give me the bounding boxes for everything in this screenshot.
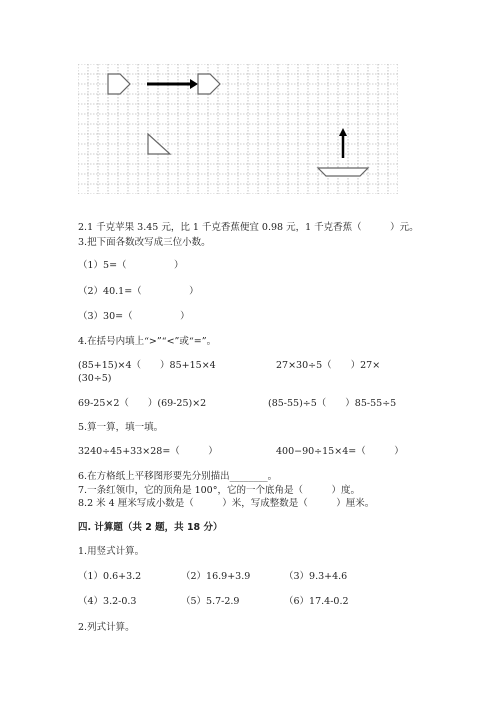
section-4-heading: 四. 计算题（共 2 题，共 18 分） bbox=[78, 522, 223, 533]
question-4-compare-2: 27×30÷5（ ）27× bbox=[276, 360, 381, 371]
calc-1-item-2: （2）16.9+3.9 bbox=[181, 571, 251, 582]
question-7-text: 7.一条红领巾，它的顶角是 100°，它的一个底角是（ ）度。 bbox=[78, 485, 360, 496]
question-4-compare-1: (85+15)×4（ ）85+15×4 bbox=[78, 360, 216, 371]
question-3-title: 3.把下面各数改写成三位小数。 bbox=[78, 237, 211, 248]
question-4-compare-2-continued: (30÷5) bbox=[78, 373, 112, 384]
question-4-compare-4: (85-55)÷5（ ）85-55÷5 bbox=[268, 398, 397, 409]
calc-2-title: 2.列式计算。 bbox=[78, 622, 135, 633]
calc-1-item-3: （3）9.3+4.6 bbox=[284, 571, 348, 582]
question-3-item-3: （3）30=（ ） bbox=[78, 311, 190, 322]
calc-1-item-1: （1）0.6+3.2 bbox=[78, 571, 142, 582]
question-3-item-2: （2）40.1=（ ） bbox=[78, 286, 199, 297]
question-5-item-2: 400−90÷15×4=（ ） bbox=[276, 446, 404, 457]
translation-arrow-up-head bbox=[339, 128, 347, 136]
calc-1-item-6: （6）17.4-0.2 bbox=[284, 596, 349, 607]
calc-1-item-5: （5）5.7-2.9 bbox=[181, 596, 240, 607]
calc-1-item-4: （4）3.2-0.3 bbox=[78, 596, 137, 607]
question-8-text: 8.2 米 4 厘米写成小数是（ ）米，写成整数是（ ）厘米。 bbox=[78, 498, 375, 509]
question-3-item-1: （1）5=（ ） bbox=[78, 260, 184, 271]
question-5-item-1: 3240÷45+33×28=（ ） bbox=[78, 446, 218, 457]
pentagon-arrow-shape-original bbox=[108, 74, 130, 94]
question-6-text: 6.在方格纸上平移图形要先分别描出________。 bbox=[78, 471, 278, 482]
question-2-text: 2.1 千克苹果 3.45 元，比 1 千克香蕉便宜 0.98 元，1 千克香蕉（ ）元。 bbox=[78, 222, 419, 233]
translation-grid-figure bbox=[78, 64, 398, 194]
trapezoid-shape bbox=[318, 168, 368, 176]
right-triangle-shape bbox=[148, 134, 170, 154]
question-4-title: 4.在括号内填上“>”“<”或“=”。 bbox=[78, 336, 217, 347]
question-5-title: 5.算一算，填一填。 bbox=[78, 422, 164, 433]
question-4-compare-3: 69-25×2（ ）(69-25)×2 bbox=[78, 398, 207, 409]
translation-arrow-right-head bbox=[190, 79, 198, 89]
calc-1-title: 1.用竖式计算。 bbox=[78, 546, 145, 557]
pentagon-arrow-shape-translated bbox=[198, 74, 220, 94]
